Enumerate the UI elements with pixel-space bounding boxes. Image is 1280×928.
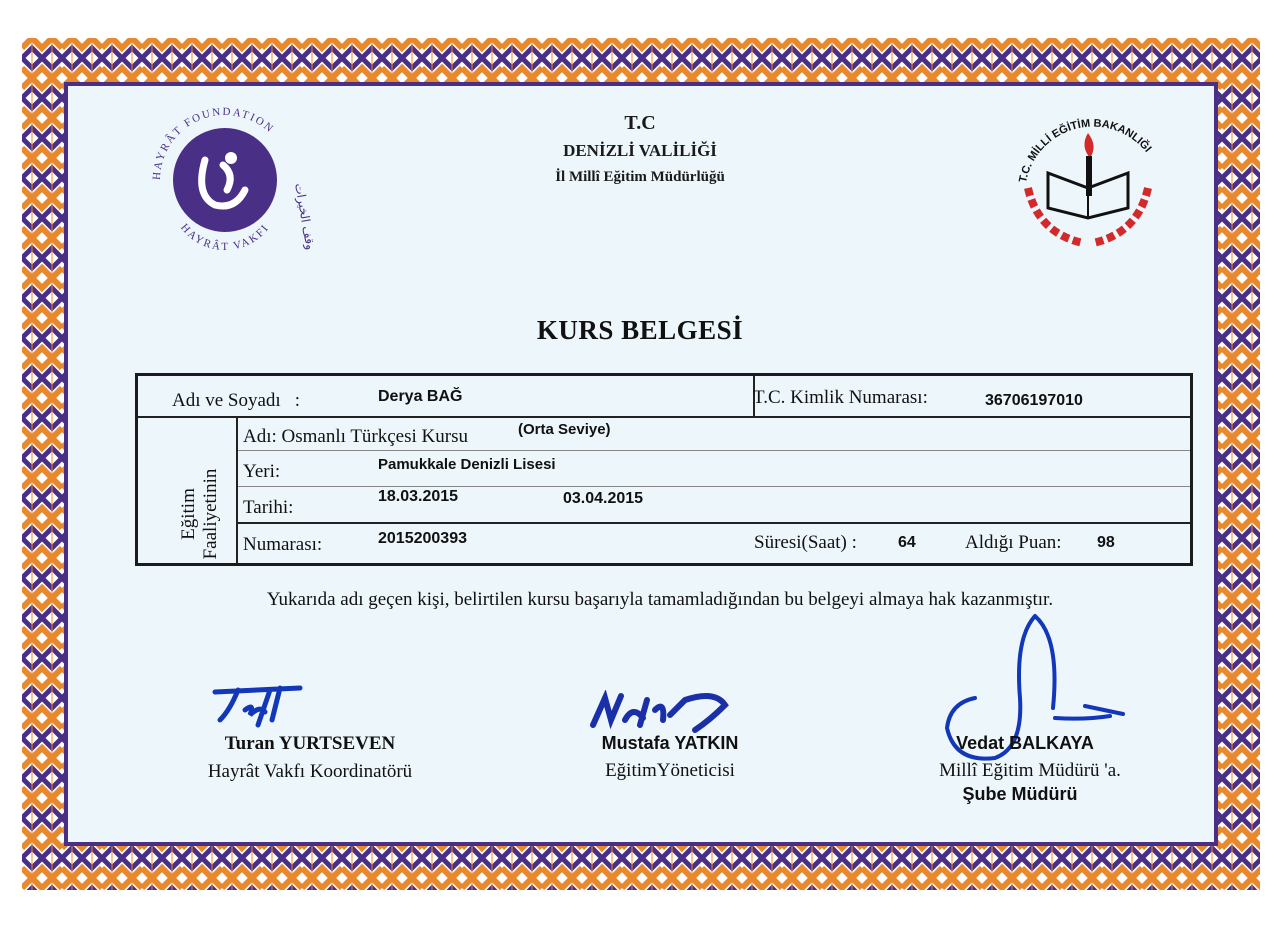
duration-label: Süresi(Saat) : [754, 532, 857, 553]
svg-text:T.C. MİLLİ EĞİTİM BAKANLIĞI [1017, 118, 1153, 184]
number-label: Numarası: [243, 534, 323, 555]
id-value: 36706197010 [985, 392, 1083, 409]
duration-value: 64 [898, 534, 916, 551]
course-label: Adı: Osmanlı Türkçesi Kursu [243, 426, 468, 447]
meb-arc-text: T.C. MİLLİ EĞİTİM BAKANLIĞI [1017, 117, 1154, 184]
completion-statement: Yukarıda adı geçen kişi, belirtilen kursu başarıyla tamamladığından bu belgeyi almaya hak kazanmıştır. [266, 589, 1054, 610]
logo-arabic-text: وقف الخيرات [292, 182, 315, 251]
meb-logo [1008, 98, 1178, 258]
hayrat-foundation-logo [135, 100, 315, 260]
signatory-2-name: Mustafa YATKIN [601, 733, 739, 753]
signatory-3-role2: Şube Müdürü [962, 784, 1078, 804]
signatory-1-name: Turan YURTSEVEN [224, 733, 396, 754]
signatory-1-role: Hayrât Vakfı Koordinatörü [207, 761, 413, 782]
course-level: (Orta Seviye) [518, 421, 611, 438]
score-label: Aldığı Puan: [965, 532, 1062, 553]
date-start: 18.03.2015 [378, 488, 459, 505]
signatory-2 [520, 733, 820, 782]
signatory-3 [875, 733, 1165, 805]
signatory-3-role: Millî Eğitim Müdürü 'a. [939, 760, 1121, 781]
place-label: Yeri: [243, 461, 281, 482]
side-label: Eğitim Faaliyetinin [178, 468, 221, 560]
number-value: 2015200393 [378, 530, 467, 547]
header-mudurluk: İl Millî Eğitim Müdürlüğü [555, 169, 725, 185]
signatory-1 [150, 733, 470, 783]
signature-1 [210, 680, 310, 730]
score-value: 98 [1097, 534, 1115, 551]
id-label: T.C. Kimlik Numarası: [753, 387, 928, 408]
date-label: Tarihi: [243, 497, 294, 518]
logo-bottom-text: HAYRÂT VAKFI [178, 221, 272, 254]
date-end: 03.04.2015 [563, 490, 644, 507]
header-tc: T.C [624, 112, 656, 134]
signatory-2-role: EğitimYöneticisi [605, 760, 735, 781]
name-value: Derya BAĞ [378, 388, 463, 405]
header-valilik: DENİZLİ VALİLİĞİ [563, 141, 717, 160]
place-value: Pamukkale Denizli Lisesi [378, 456, 556, 473]
certificate-title: KURS BELGESİ [536, 315, 744, 345]
name-label: Adı ve Soyadı : [172, 390, 300, 411]
signatory-3-name: Vedat BALKAYA [956, 733, 1094, 753]
logo-top-text: HAYRÂT FOUNDATION [150, 105, 277, 181]
